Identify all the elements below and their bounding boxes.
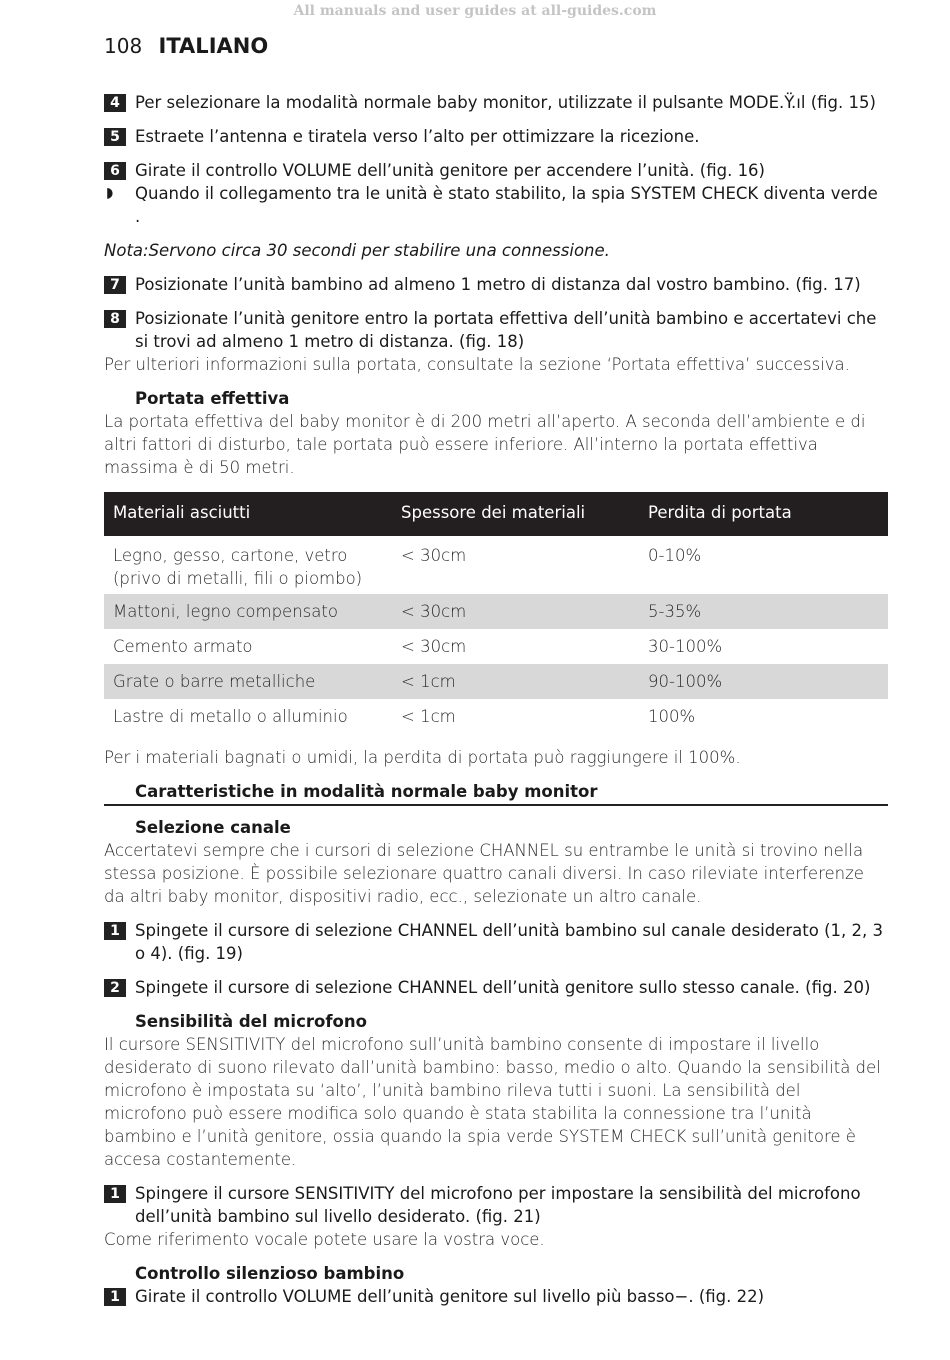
table-header: Materiali asciutti: [104, 492, 392, 536]
step-channel-1: [104, 919, 888, 965]
section-title: Caratteristiche in modalità normale baby monitor: [104, 780, 888, 806]
page-header: [104, 34, 268, 58]
step-text: Spingete il cursore di selezione CHANNEL dell’unità genitore sullo stesso canale. (fig. 20): [135, 978, 871, 997]
note: Nota:Servono circa 30 secondi per stabilire una connessione.: [104, 241, 610, 260]
step-silent-1: [104, 1285, 888, 1308]
subheading-canale: Selezione canale: [135, 818, 291, 837]
step-text: Girate il controllo VOLUME dell’unità genitore per accendere l’unità. (fig. 16): [135, 161, 765, 180]
step-number: 4: [104, 94, 126, 112]
table-cell: < 1cm: [392, 664, 639, 699]
table-row: [104, 536, 888, 594]
table-row: [104, 664, 888, 699]
page-content: [104, 91, 888, 1319]
language-title: ITALIANO: [158, 34, 269, 58]
step-text: Spingere il cursore SENSITIVITY del microfono per impostare la sensibilità del microfono dell’unità bambino sul livello desiderato. (fig. 21): [135, 1184, 861, 1226]
table-cell: 30-100%: [648, 637, 723, 656]
step-number: 1: [104, 1288, 126, 1306]
table-cell: < 1cm: [401, 707, 456, 726]
wet-materials-paragraph: Per i materiali bagnati o umidi, la perdita di portata può raggiungere il 100%.: [104, 748, 741, 767]
table-cell: < 30cm: [401, 637, 467, 656]
step-5: [104, 125, 888, 148]
step-6: [104, 159, 888, 182]
subheading-silenzioso: Controllo silenzioso bambino: [135, 1264, 405, 1283]
step-4: [104, 91, 888, 114]
bullet-icon: ◗: [106, 185, 114, 201]
step-8: [104, 307, 888, 353]
table-cell: Lastre di metallo o alluminio: [113, 707, 348, 726]
range-loss-table: [104, 492, 888, 734]
step-text: Posizionate l’unità bambino ad almeno 1 metro di distanza dal vostro bambino. (fig. 17): [135, 275, 861, 294]
table-cell: Mattoni, legno compensato: [104, 594, 392, 629]
table-cell: 5-35%: [639, 594, 888, 629]
step-number: 8: [104, 310, 126, 328]
canale-paragraph: Accertatevi sempre che i cursori di selezione CHANNEL su entrambe le unità si trovino nella stessa posizione. È possibile selezionare quattro canali diversi. In caso rileviate interferenze da altri baby monitor, dispositivi radio, ecc., selezionate un altro canale.: [104, 841, 864, 906]
table-row: [104, 699, 888, 734]
table-row: [104, 629, 888, 664]
watermark: All manuals and user guides at all-guides.com: [293, 3, 657, 19]
step-text: Posizionate l’unità genitore entro la portata effettiva dell’unità bambino e accertatevi che si trovi ad almeno 1 metro di distanza. (fig. 18): [135, 309, 877, 351]
step-number: 6: [104, 162, 126, 180]
bullet-text: Quando il collegamento tra le unità è stato stabilito, la spia SYSTEM CHECK diventa verde .: [135, 184, 878, 226]
step-7: [104, 273, 888, 296]
step-number: 5: [104, 128, 126, 146]
step-text: Spingete il cursore di selezione CHANNEL dell’unità bambino sul canale desiderato (1, 2, 3 o 4). (fig. 19): [135, 921, 883, 963]
page-number: 108: [104, 34, 143, 58]
result-bullet: [104, 182, 888, 228]
table-cell: Grate o barre metalliche: [104, 664, 392, 699]
step-text: Estraete l’antenna e tiratela verso l’alto per ottimizzare la ricezione.: [135, 127, 700, 146]
table-cell: Legno, gesso, cartone, vetro (privo di metalli, fili o piombo): [113, 546, 363, 588]
subheading-sensibilita: Sensibilità del microfono: [135, 1012, 367, 1031]
step-number: 1: [104, 1185, 126, 1203]
table-cell: 90-100%: [639, 664, 888, 699]
step-text: Per selezionare la modalità normale baby monitor, utilizzate il pulsante MODE.Ÿ.ıl (fig. 15): [135, 93, 876, 112]
table-header-row: [104, 492, 888, 536]
table-cell: 0-10%: [648, 546, 702, 565]
sensibilita-paragraph: Il cursore SENSITIVITY del microfono sull’unità bambino consente di impostare il livello desiderato di suono rilevato dall’unità bambino: basso, medio o alto. Quando la sensibilità del microfono è impostata su ‘alto’, l’unità bambino rileva tutti i suoni. La sensibilità del microfono può essere modifica solo quando è stata stabilita la connessione tra l’unità bambino e l’unità genitore, ossia quando la spia verde SYSTEM CHECK sull’unità genitore è accesa costantemente.: [104, 1035, 881, 1169]
subheading-portata: Portata effettiva: [135, 389, 290, 408]
table-header: Perdita di portata: [639, 492, 888, 536]
table-row: [104, 594, 888, 629]
range-info-paragraph: Per ulteriori informazioni sulla portata, consultate la sezione ‘Portata effettiva’ successiva.: [104, 355, 850, 374]
step-number: 2: [104, 979, 126, 997]
portata-paragraph: La portata effettiva del baby monitor è di 200 metri all’aperto. A seconda dell’ambiente e di altri fattori di disturbo, tale portata può essere inferiore. All’interno la portata effettiva massima è di 50 metri.: [104, 412, 866, 477]
table-cell: Cemento armato: [113, 637, 253, 656]
step-channel-2: [104, 976, 888, 999]
step-number: 1: [104, 922, 126, 940]
step-sensitivity-1: [104, 1182, 888, 1228]
step-number: 7: [104, 276, 126, 294]
table-cell: 100%: [648, 707, 696, 726]
voice-paragraph: Come riferimento vocale potete usare la vostra voce.: [104, 1230, 545, 1249]
table-header: Spessore dei materiali: [392, 492, 639, 536]
step-text: Girate il controllo VOLUME dell’unità genitore sul livello più basso−. (fig. 22): [135, 1287, 765, 1306]
table-cell: < 30cm: [392, 594, 639, 629]
table-cell: < 30cm: [401, 546, 467, 565]
